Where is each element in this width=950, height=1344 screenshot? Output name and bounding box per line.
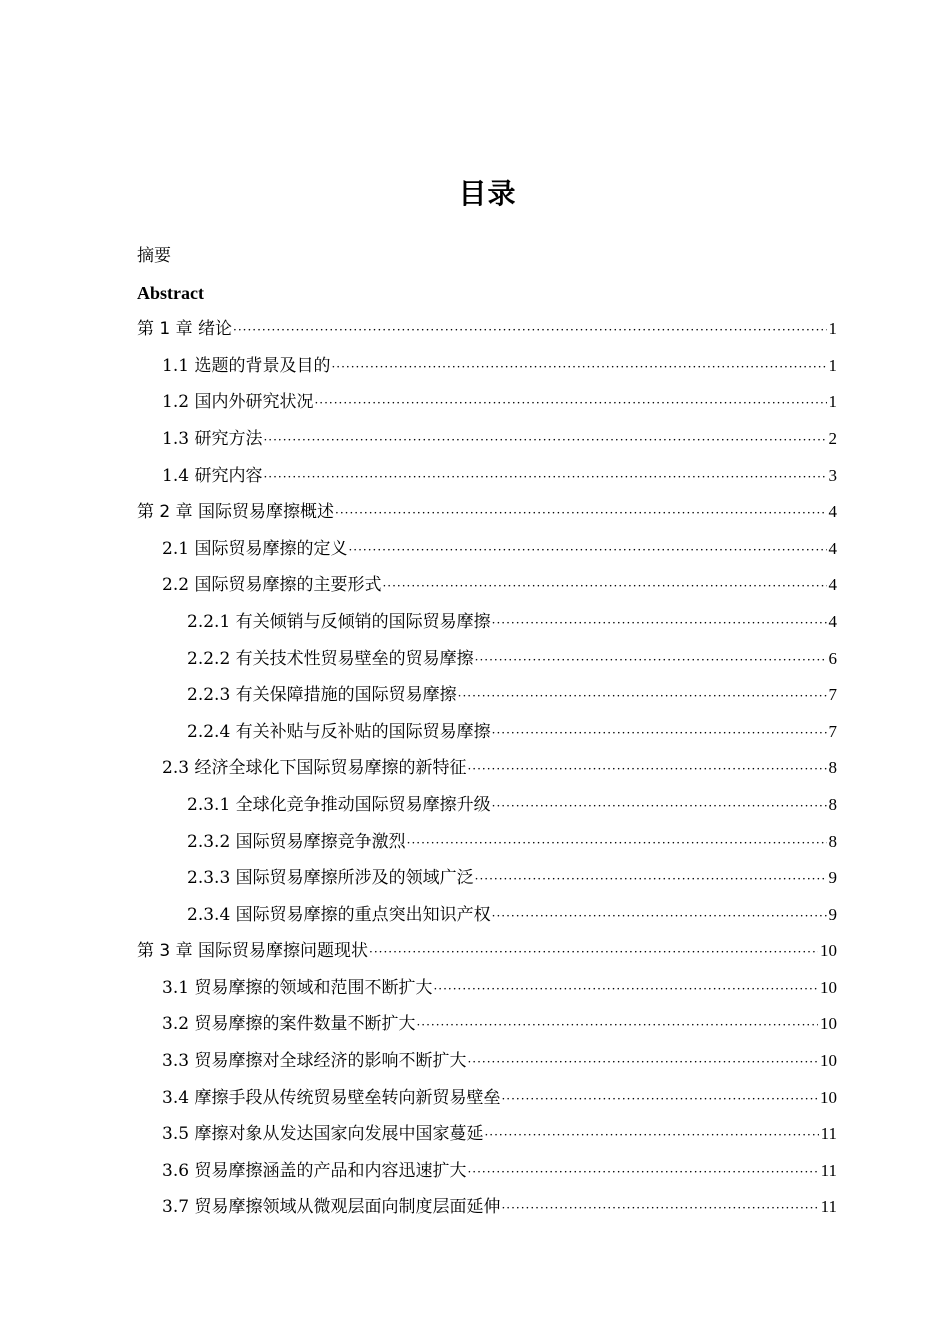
toc-page-number: 9 <box>828 868 837 888</box>
toc-section-entry[interactable] <box>137 641 837 678</box>
toc-entry-label: 3.5 摩擦对象从发达国家向发展中国家蔓延 <box>162 1124 484 1145</box>
toc-dot-leader <box>492 715 827 752</box>
toc-page-number: 1 <box>828 392 837 412</box>
toc-entry-label: 2.3.3 国际贸易摩擦所涉及的领域广泛 <box>187 868 474 889</box>
toc-dot-leader <box>501 1081 818 1118</box>
toc-entry-label: 1.3 研究方法 <box>162 428 263 449</box>
toc-page-number: 4 <box>828 611 837 631</box>
toc-dot-leader <box>233 312 826 349</box>
toc-dot-leader <box>475 861 827 898</box>
toc-entry-label: 2.2.1 有关倾销与反倾销的国际贸易摩擦 <box>187 611 491 632</box>
toc-entry-label: 2.1 国际贸易摩擦的定义 <box>162 538 348 559</box>
toc-page-number: 4 <box>828 538 837 558</box>
toc-section-entry[interactable] <box>137 860 837 897</box>
toc-section-entry[interactable] <box>137 567 837 604</box>
toc-entry-label: 1.4 研究内容 <box>162 465 263 486</box>
toc-page-number: 2 <box>828 428 837 448</box>
toc-dot-leader <box>467 1044 818 1081</box>
toc-entry-label: 第 1 章 绪论 <box>137 319 233 340</box>
toc-dot-leader <box>492 898 827 935</box>
toc-dot-leader <box>331 349 826 386</box>
toc-page-number: 11 <box>820 1124 837 1144</box>
toc-section-entry[interactable] <box>137 458 837 495</box>
toc-section-entry[interactable] <box>137 384 837 421</box>
toc-page-number: 7 <box>828 721 837 741</box>
toc-entry-abstract-en[interactable] <box>137 275 837 312</box>
toc-entry-label: 2.2.4 有关补贴与反补贴的国际贸易摩擦 <box>187 721 491 742</box>
toc-entry-label: 2.3.1 全球化竞争推动国际贸易摩擦升级 <box>187 794 491 815</box>
toc-page-number: 3 <box>828 465 837 485</box>
toc-entry-label: 1.2 国内外研究状况 <box>162 392 314 413</box>
toc-dot-leader <box>407 825 827 862</box>
toc-dot-leader <box>475 642 827 679</box>
toc-section-entry[interactable] <box>137 677 837 714</box>
toc-page-number: 4 <box>828 575 837 595</box>
toc-section-entry[interactable] <box>137 421 837 458</box>
toc-entries <box>137 311 837 1226</box>
toc-dot-leader <box>433 971 818 1008</box>
toc-page-number: 8 <box>828 831 837 851</box>
toc-section-entry[interactable] <box>137 897 837 934</box>
toc-section-entry[interactable] <box>137 1116 837 1153</box>
toc-dot-leader <box>369 934 818 971</box>
table-of-contents <box>137 238 837 1226</box>
toc-section-entry[interactable] <box>137 750 837 787</box>
toc-chapter-entry[interactable] <box>137 494 837 531</box>
toc-entry-label: Abstract <box>137 282 204 303</box>
toc-entry-label: 3.4 摩擦手段从传统贸易壁垒转向新贸易壁垒 <box>162 1087 501 1108</box>
toc-section-entry[interactable] <box>137 1006 837 1043</box>
toc-entry-label: 2.2 国际贸易摩擦的主要形式 <box>162 575 382 596</box>
toc-page-number: 1 <box>828 319 837 339</box>
toc-dot-leader <box>492 605 827 642</box>
toc-entry-label: 3.1 贸易摩擦的领域和范围不断扩大 <box>162 977 433 998</box>
toc-entry-label: 3.6 贸易摩擦涵盖的产品和内容迅速扩大 <box>162 1160 467 1181</box>
toc-section-entry[interactable] <box>137 714 837 751</box>
toc-page-number: 6 <box>828 648 837 668</box>
toc-dot-leader <box>458 678 827 715</box>
toc-dot-leader <box>314 385 826 422</box>
toc-dot-leader <box>263 422 826 459</box>
toc-dot-leader <box>501 1190 818 1227</box>
toc-entry-label: 第 3 章 国际贸易摩擦问题现状 <box>137 941 369 962</box>
toc-page-number: 10 <box>820 1087 837 1107</box>
toc-dot-leader <box>335 495 826 532</box>
toc-dot-leader <box>416 1007 818 1044</box>
toc-section-entry[interactable] <box>137 604 837 641</box>
toc-section-entry[interactable] <box>137 970 837 1007</box>
toc-entry-label: 3.7 贸易摩擦领域从微观层面向制度层面延伸 <box>162 1197 501 1218</box>
toc-page-number: 11 <box>820 1160 837 1180</box>
toc-page-number: 10 <box>820 1051 837 1071</box>
toc-section-entry[interactable] <box>137 1153 837 1190</box>
toc-page-number: 8 <box>828 758 837 778</box>
toc-chapter-entry[interactable] <box>137 311 837 348</box>
toc-page-number: 8 <box>828 794 837 814</box>
toc-page-number: 11 <box>820 1197 837 1217</box>
toc-dot-leader <box>492 788 827 825</box>
toc-section-entry[interactable] <box>137 1189 837 1226</box>
toc-section-entry[interactable] <box>137 1080 837 1117</box>
toc-entry-label: 3.3 贸易摩擦对全球经济的影响不断扩大 <box>162 1051 467 1072</box>
toc-page-number: 1 <box>828 355 837 375</box>
toc-entry-abstract-cn[interactable] <box>137 238 837 275</box>
toc-section-entry[interactable] <box>137 1043 837 1080</box>
toc-page-number: 10 <box>820 941 837 961</box>
toc-dot-leader <box>263 459 826 496</box>
toc-entry-label: 2.3.2 国际贸易摩擦竞争激烈 <box>187 831 406 852</box>
toc-section-entry[interactable] <box>137 348 837 385</box>
toc-dot-leader <box>382 568 826 605</box>
toc-entry-label: 2.3.4 国际贸易摩擦的重点突出知识产权 <box>187 904 491 925</box>
toc-section-entry[interactable] <box>137 531 837 568</box>
toc-section-entry[interactable] <box>137 824 837 861</box>
toc-entry-label: 2.3 经济全球化下国际贸易摩擦的新特征 <box>162 758 467 779</box>
toc-entry-label: 摘要 <box>137 246 171 266</box>
toc-entry-label: 1.1 选题的背景及目的 <box>162 355 331 376</box>
toc-dot-leader <box>467 751 826 788</box>
toc-page-number: 9 <box>828 904 837 924</box>
toc-entry-label: 2.2.3 有关保障措施的国际贸易摩擦 <box>187 685 457 706</box>
toc-dot-leader <box>484 1117 818 1154</box>
page-title: 目录 <box>458 177 517 210</box>
toc-chapter-entry[interactable] <box>137 933 837 970</box>
toc-entry-label: 第 2 章 国际贸易摩擦概述 <box>137 502 335 523</box>
toc-entry-label: 2.2.2 有关技术性贸易壁垒的贸易摩擦 <box>187 648 474 669</box>
toc-page-number: 7 <box>828 685 837 705</box>
toc-page-number: 10 <box>820 977 837 997</box>
toc-page-number: 10 <box>820 1014 837 1034</box>
toc-entry-label: 3.2 贸易摩擦的案件数量不断扩大 <box>162 1014 416 1035</box>
toc-page-number: 4 <box>828 502 837 522</box>
toc-section-entry[interactable] <box>137 787 837 824</box>
toc-dot-leader <box>467 1154 818 1191</box>
toc-dot-leader <box>348 532 826 569</box>
